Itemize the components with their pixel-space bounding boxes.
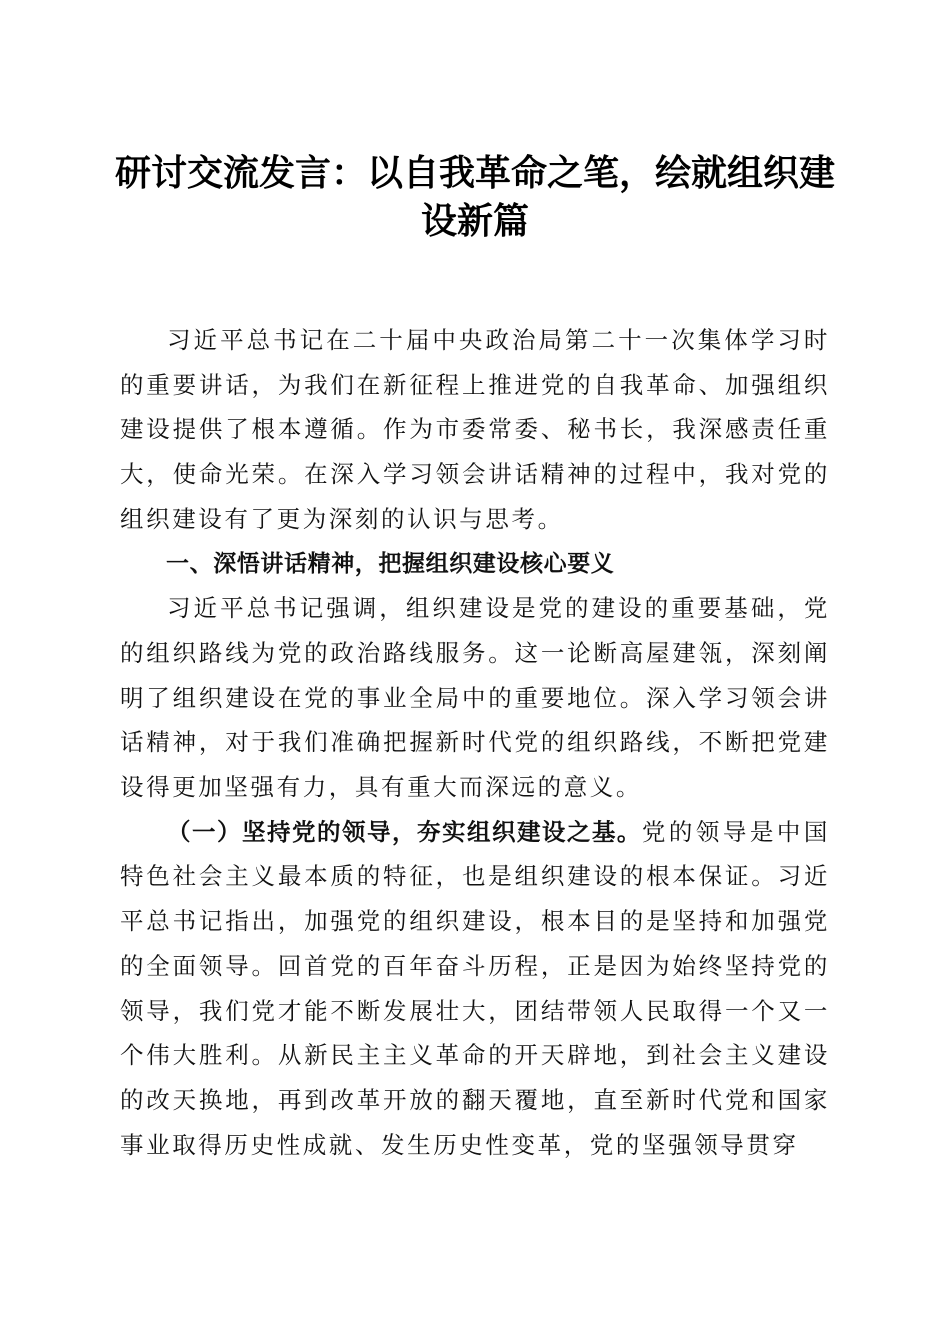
section-1-heading: 一、深悟讲话精神，把握组织建设核心要义 — [166, 550, 615, 577]
subsection-1-paragraph — [120, 810, 830, 1168]
subsection-1-lead: （一）坚持党的领导，夯实组织建设之基。 — [167, 817, 642, 846]
intro-paragraph: 习近平总书记在二十届中央政治局第二十一次集体学习时的重要讲话，为我们在新征程上推进党的自我革命、加强组织建设提供了根本遵循。作为市委常委、秘书长，我深感责任重大，使命光荣。在深入学习领会讲话精神的过程中，我对党的组织建设有了更为深刻的认识与思考。 — [120, 326, 830, 533]
document-title: 研讨交流发言：以自我革命之笔，绘就组织建设新篇 — [114, 153, 835, 242]
section-1-paragraph: 习近平总书记强调，组织建设是党的建设的重要基础，党的组织路线为党的政治路线服务。这一论断高屋建瓴，深刻阐明了组织建设在党的事业全局中的重要地位。深入学习领会讲话精神，对于我们准确把握新时代党的组织路线，不断把党建设得更加坚强有力，具有重大而深远的意义。 — [120, 594, 830, 802]
subsection-1-text: 党的领导是中国特色社会主义最本质的特征，也是组织建设的根本保证。习近平总书记指出，加强党的组织建设，根本目的是坚持和加强党的全面领导。回首党的百年奋斗历程，正是因为始终坚持党的领导，我们党才能不断发展壮大，团结带领人民取得一个又一个伟大胜利。从新民主主义革命的开天辟地，到社会主义建设的改天换地，再到改革开放的翻天覆地，直至新时代党和国家事业取得历史性成就、发生历史性变革，党的坚强领导贯穿 — [120, 817, 830, 1159]
document-body — [120, 318, 830, 1167]
